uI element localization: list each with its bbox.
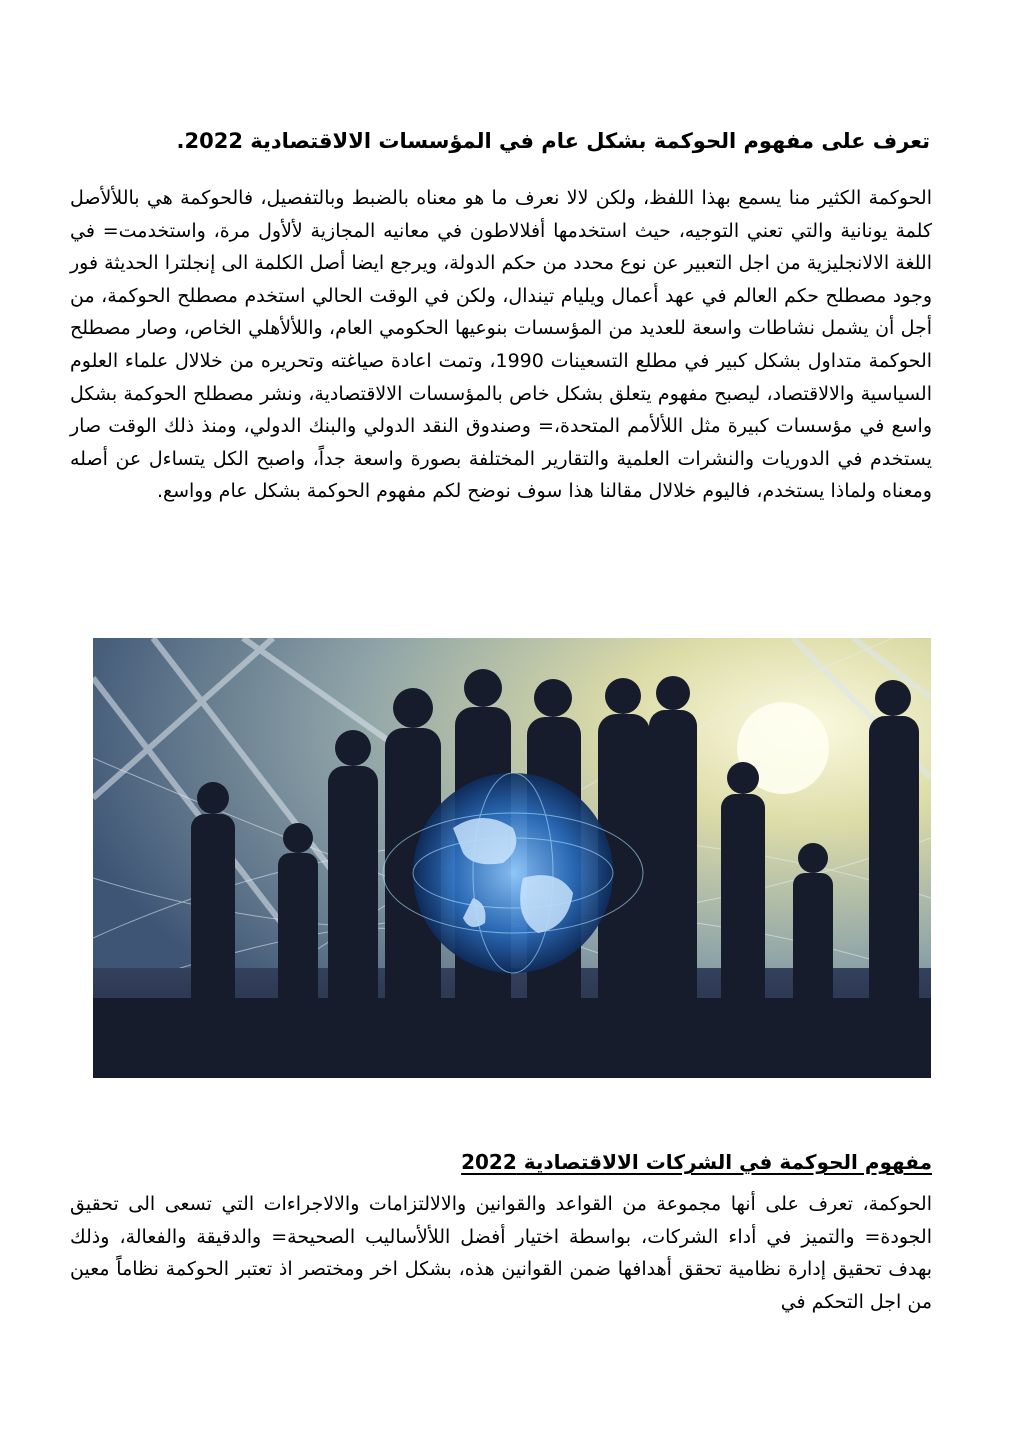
section2-paragraph: الحوكمة، تعرف على أنها مجموعة من القواعد والقوانين والالالتزامات والالاجراءات التي تسعى الى تحقيق الجودة= والتميز في أداء الشركات، بواسطة اختيار أفضل اللألأساليب الصحيحة= والدقيقة والفعالة، وذلك بهدف تحقيق إدارة نظامية تحقق أهدافها ضمن القوانين هذه، بشكل اخر ومختصر اذ تعتبر الحوكمة نظاماًً معين من اجل التحكم في [70, 1193, 932, 1313]
section2-heading-text: مفهوم الحوكمة في الشركات الالاقتصادية 2022 [461, 1150, 932, 1174]
section2-heading [300, 1146, 932, 1178]
article-photo [93, 638, 931, 1078]
section1-paragraph: الحوكمة الكثير منا يسمع بهذا اللفظ، ولكن لالا نعرف ما هو معناه بالضبط وبالتفصيل، فالحوكمة هي باللألأصل كلمة يونانية والتي تعني التوجيه، حيث استخدمها أفلالاطون في معانيه المجازية لألأول مرة، واستخدمت= في اللغة الالانجليزية من اجل التعبير عن نوع محدد من حكم الدولة، ويرجع ايضا أصل الكلمة الى إنجلترا الحديثة فور وجود مصطلح حكم العالم في عهد أعمال ويليام تيندال، ولكن في الوقت الحالي استخدم مصطلح الحوكمة، من أجل أن يشمل نشاطات واسعة للعديد من المؤسسات بنوعيها الحكومي العام، واللألأهلي الخاص، وصار مصطلح الحوكمة متداول بشكل كبير في مطلع التسعينات 1990، وتمت اعادة صياغته وتحريره من خلالال علماء العلوم السياسية والالاقتصاد، ليصبح مفهوم يتعلق بشكل خاص بالمؤسسات الالاقتصادية، ونشر مصطلح الحوكمة بشكل واسع في مؤسسات كبيرة مثل اللألأمم المتحدة،= وصندوق النقد الدولي والبنك الدولي، ومنذ ذلك الوقت صار يستخدم في الدوريات والنشرات العلمية والتقارير المختلفة بصورة واسعة جداًً، واصبح الكل يتساءل عن أصله ومعناه ولماذا يستخدم، فاليوم خلالال مقالنا هذا سوف نوضح لكم مفهوم الحوكمة بشكل عام وواسع. [70, 187, 933, 503]
section1-heading: تعرف على مفهوم الحوكمة بشكل عام في المؤسسات الالاقتصادية 2022. [176, 129, 930, 153]
silhouettes-globe-illustration [93, 638, 931, 1078]
